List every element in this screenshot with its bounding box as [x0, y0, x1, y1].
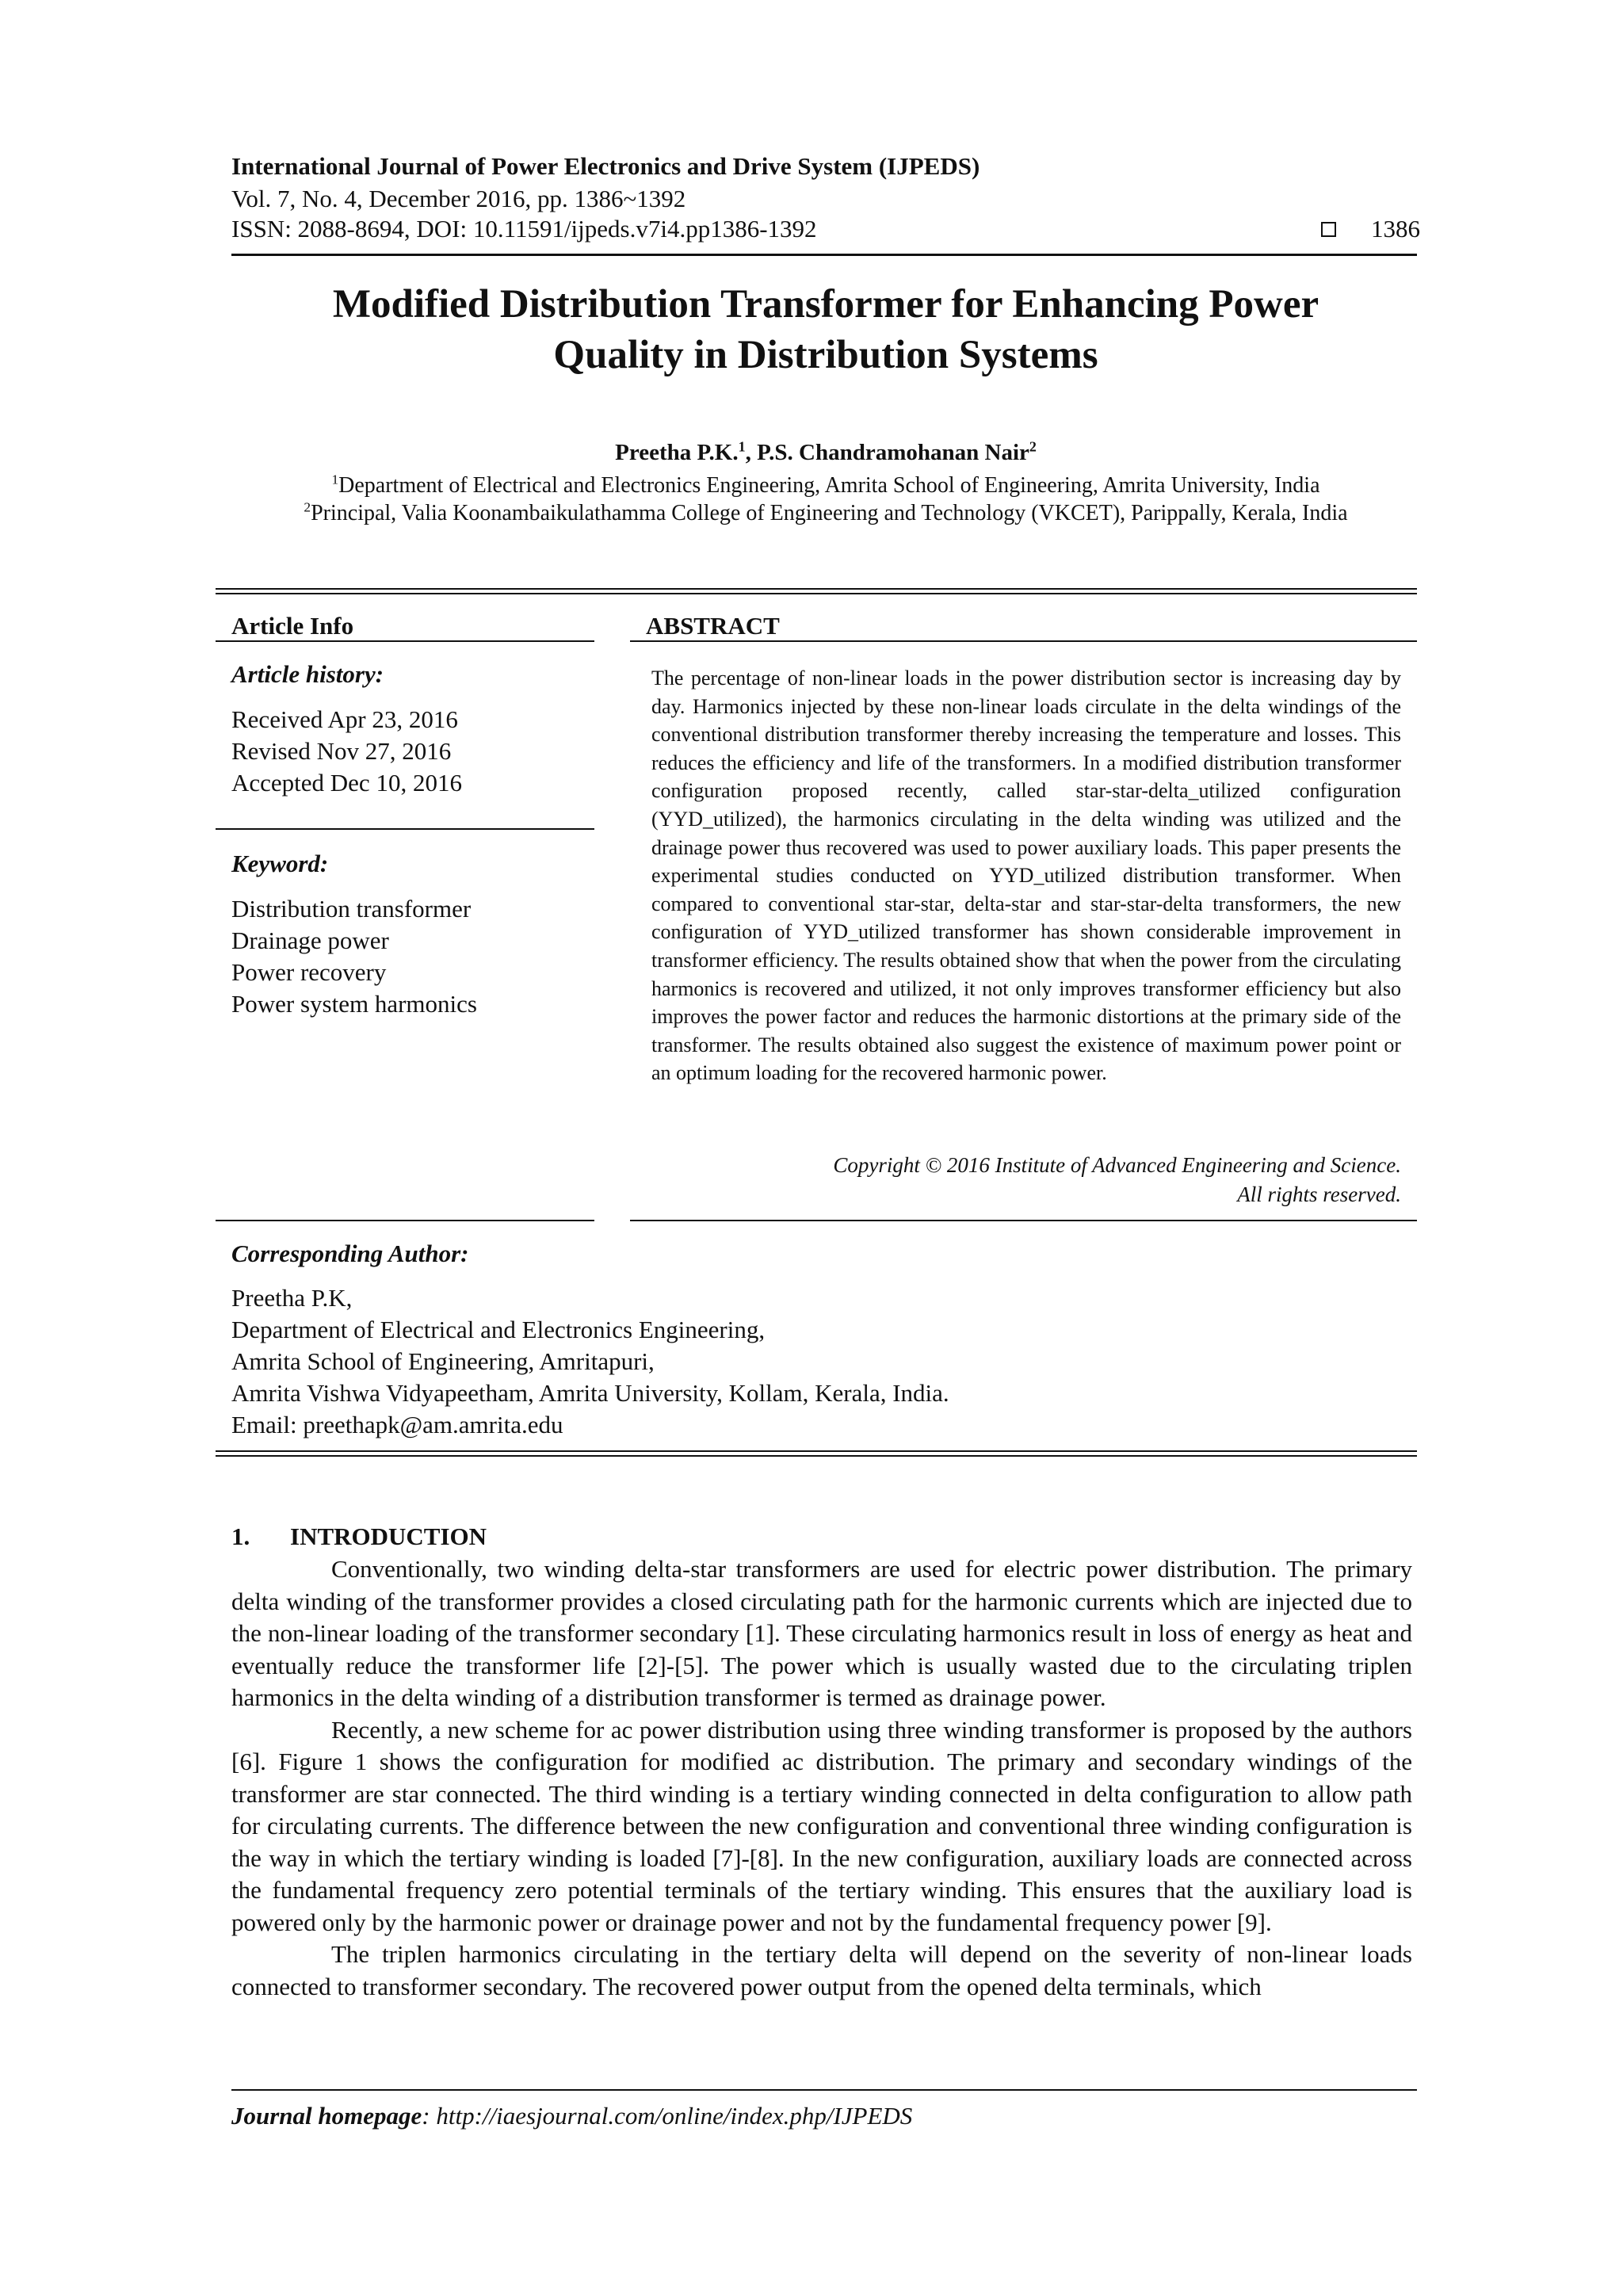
keyword-item: Power recovery — [231, 958, 387, 986]
corresponding-email: Email: preethapk@am.amrita.edu — [231, 1411, 563, 1438]
affiliation-1 — [231, 473, 1420, 499]
history-accepted: Accepted Dec 10, 2016 — [231, 769, 462, 797]
page-number-block — [1321, 215, 1420, 243]
corresponding-university: Amrita Vishwa Vidyapeetham, Amrita University, Kollam, Kerala, India. — [231, 1379, 949, 1407]
affiliation-2 — [231, 501, 1420, 526]
corresponding-department: Department of Electrical and Electronics Engineering, — [231, 1316, 766, 1343]
info-box-top-rule-2 — [216, 593, 1417, 594]
paper-title-line-2: Quality in Distribution Systems — [553, 333, 1098, 377]
copyright-line-2: All rights reserved. — [1237, 1182, 1401, 1206]
intro-paragraph: Recently, a new scheme for ac power distribution using three winding transformer is proposed by the authors [6]. Figure 1 shows the configuration for modified ac distribution. The primary and secondary windings of the transformer are star connected. The third winding is a tertiary winding connected in delta configuration to allow path for circulating currents. The difference between the new configuration and conventional three winding configuration is the way in which the tertiary winding is loaded [7]-[8]. In the new configuration, auxiliary loads are connected across the fundamental frequency zero potential terminals of the tertiary winding. This ensures that the auxiliary load is powered only by the harmonic power or drainage power and not by the fundamental frequency power [9]. — [231, 1715, 1412, 1936]
affiliation-1-mark: 1 — [331, 472, 339, 487]
journal-homepage-label: Journal homepage — [231, 2102, 422, 2130]
copyright-line-1: Copyright © 2016 Institute of Advanced Engineering and Science. — [833, 1153, 1401, 1177]
author-separator: , — [745, 440, 758, 465]
info-box-bottom-rule-2 — [216, 1455, 1417, 1457]
journal-homepage-url: : http://iaesjournal.com/online/index.php/IJPEDS — [422, 2102, 913, 2130]
abstract-underline — [630, 640, 1417, 642]
keyword-label: Keyword: — [231, 850, 329, 877]
affiliation-1-text: Department of Electrical and Electronics Engineering, Amrita School of Engineering, Amrita University, India — [338, 473, 1320, 498]
section-title: INTRODUCTION — [290, 1522, 487, 1550]
abstract-bottom-rule — [630, 1220, 1417, 1221]
introduction-heading — [231, 1522, 487, 1551]
abstract-heading: ABSTRACT — [646, 612, 780, 640]
history-received: Received Apr 23, 2016 — [231, 705, 458, 733]
journal-volume: Vol. 7, No. 4, December 2016, pp. 1386~1392 — [231, 185, 686, 212]
keyword-list — [231, 893, 477, 1020]
page-number: 1386 — [1371, 215, 1420, 243]
header-rule — [231, 254, 1417, 256]
journal-title: International Journal of Power Electronics and Drive System (IJPEDS) — [231, 152, 980, 180]
affiliation-2-text: Principal, Valia Koonambaikulathamma College of Engineering and Technology (VKCET), Parippally, Kerala, India — [311, 501, 1348, 525]
author-1-affiliation-mark: 1 — [738, 438, 746, 455]
checkbox-square-icon — [1321, 222, 1336, 237]
paper-title-line-1: Modified Distribution Transformer for Enhancing Power — [332, 282, 1319, 327]
corresponding-author-label: Corresponding Author: — [231, 1240, 469, 1267]
corresponding-author-details — [231, 1282, 949, 1441]
author-list — [231, 440, 1420, 466]
footer-rule — [231, 2089, 1417, 2091]
article-info-bottom-rule — [216, 1220, 594, 1221]
keyword-item: Power system harmonics — [231, 990, 477, 1018]
abstract-text: The percentage of non-linear loads in the power distribution sector is increasing day by day. Harmonics injected by these non-linear loads circulate in the delta windings of the conventional distribution transformer thereby increasing the temperature and losses. This reduces the efficiency and life of the transformers. In a modified distribution transformer configuration proposed recently, called star-star-delta_utilized configuration (YYD_utilized), the harmonics circulating in the delta winding was utilized and the drainage power thus recovered was used to power auxiliary loads. This paper presents the experimental studies conducted on YYD_utilized distribution transformer. When compared to conventional star-star, delta-star and star-star-delta transformers, the new configuration of YYD_utilized transformer has shown considerable improvement in transformer efficiency. The results obtained show that when the power from the circulating harmonics is recovered and utilized, it not only improves transformer efficiency but also improves the power factor and reduces the harmonic distortions at the primary side of the transformer. The results obtained also suggest the existence of maximum power point or an optimum loading for the recovered harmonic power. — [651, 667, 1401, 1085]
journal-issn-doi: ISSN: 2088-8694, DOI: 10.11591/ijpeds.v7i4.pp1386-1392 — [231, 215, 817, 243]
keyword-item: Drainage power — [231, 926, 389, 954]
corresponding-name: Preetha P.K, — [231, 1284, 353, 1312]
author-1: Preetha P.K. — [615, 440, 739, 465]
article-history-label: Article history: — [231, 660, 384, 688]
section-number: 1. — [231, 1522, 250, 1550]
journal-homepage — [231, 2102, 912, 2130]
article-info-divider — [216, 828, 594, 830]
info-box-top-rule — [216, 588, 1417, 590]
corresponding-school: Amrita School of Engineering, Amritapuri, — [231, 1347, 655, 1375]
history-revised: Revised Nov 27, 2016 — [231, 737, 452, 765]
author-2: P.S. Chandramohanan Nair — [757, 440, 1029, 465]
info-box-bottom-rule — [216, 1450, 1417, 1452]
affiliation-2-mark: 2 — [304, 499, 311, 515]
copyright-notice — [833, 1151, 1401, 1209]
article-history-list — [231, 704, 462, 799]
paper-title — [231, 279, 1420, 380]
intro-paragraph: The triplen harmonics circulating in the tertiary delta will depend on the severity of non-linear loads connected to transformer secondary. The recovered power output from the opened delta terminals, which — [231, 1940, 1412, 2000]
article-info-heading: Article Info — [231, 612, 354, 640]
article-info-underline — [216, 640, 594, 642]
keyword-item: Distribution transformer — [231, 895, 472, 923]
introduction-body — [231, 1553, 1412, 2003]
intro-paragraph: Conventionally, two winding delta-star transformers are used for electric power distribution. The primary delta winding of the transformer provides a closed circulating path for the harmonic currents which are injected due to the non-linear loading of the transformer secondary [1]. These circulating harmonics result in loss of energy as heat and eventually reduce the transformer life [2]-[5]. The power which is usually wasted due to the circulating triplen harmonics in the delta winding of a distribution transformer is termed as drainage power. — [231, 1555, 1412, 1711]
author-2-affiliation-mark: 2 — [1029, 438, 1037, 455]
